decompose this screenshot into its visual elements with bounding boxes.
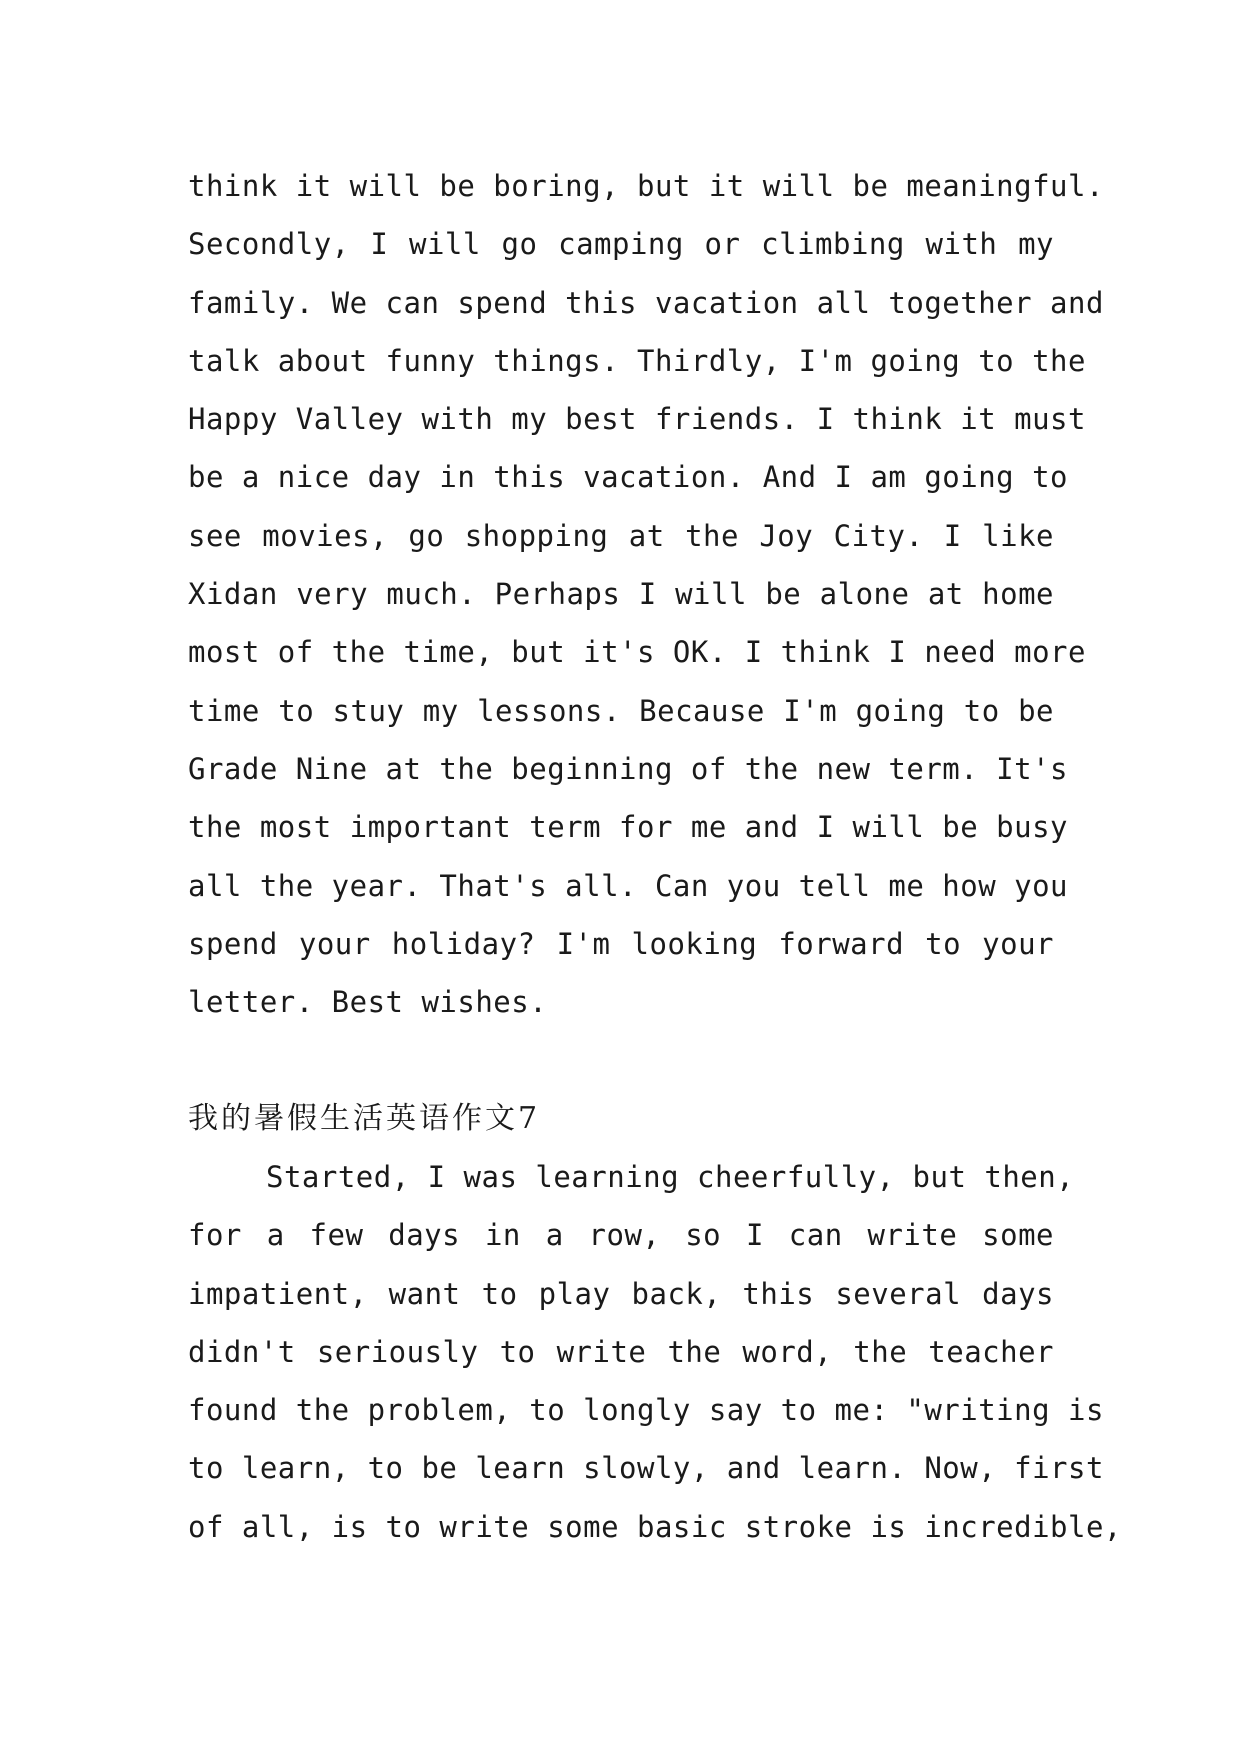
paragraph-essay-body bbox=[188, 1148, 1122, 1556]
text-line: see movies, go shopping at the Joy City. I like bbox=[188, 518, 1054, 553]
text-line: Grade Nine at the beginning of the new term. It's bbox=[188, 751, 1069, 786]
text-line: be a nice day in this vacation. And I am going to bbox=[188, 460, 1069, 495]
text-line: impatient, want to play back, this several days bbox=[188, 1276, 1054, 1311]
text-line: the most important term for me and I will be busy bbox=[188, 810, 1069, 845]
section-heading: 我的暑假生活英语作文7 bbox=[188, 1101, 541, 1136]
text-line: family. We can spend this vacation all together and bbox=[188, 285, 1104, 320]
text-line: time to stuy my lessons. Because I'm going to be bbox=[188, 693, 1054, 728]
paragraph-letter-body bbox=[188, 157, 1104, 1031]
text-line: most of the time, but it's OK. I think I need more bbox=[188, 635, 1086, 670]
text-line: Happy Valley with my best friends. I think it must bbox=[188, 402, 1086, 437]
text-line: spend your holiday? I'm looking forward to your bbox=[188, 926, 1054, 961]
text-line: to learn, to be learn slowly, and learn. Now, first bbox=[188, 1451, 1104, 1486]
text-line: Secondly, I will go camping or climbing with my bbox=[188, 227, 1054, 262]
text-line: talk about funny things. Thirdly, I'm going to the bbox=[188, 343, 1086, 378]
text-line: didn't seriously to write the word, the teacher bbox=[188, 1334, 1054, 1369]
text-line: think it will be boring, but it will be meaningful. bbox=[188, 169, 1104, 203]
text-line: for a few days in a row, so I can write some bbox=[188, 1218, 1054, 1253]
text-line: all the year. That's all. Can you tell me how you bbox=[188, 868, 1069, 903]
text-line: letter. Best wishes. bbox=[188, 985, 548, 1020]
text-line: found the problem, to longly say to me: "writing is bbox=[188, 1393, 1104, 1428]
text-line: of all, is to write some basic stroke is incredible, bbox=[188, 1509, 1122, 1544]
text-line-indented: Started, I was learning cheerfully, but then, bbox=[266, 1160, 1075, 1194]
text-line: Xidan very much. Perhaps I will be alone at home bbox=[188, 577, 1054, 612]
